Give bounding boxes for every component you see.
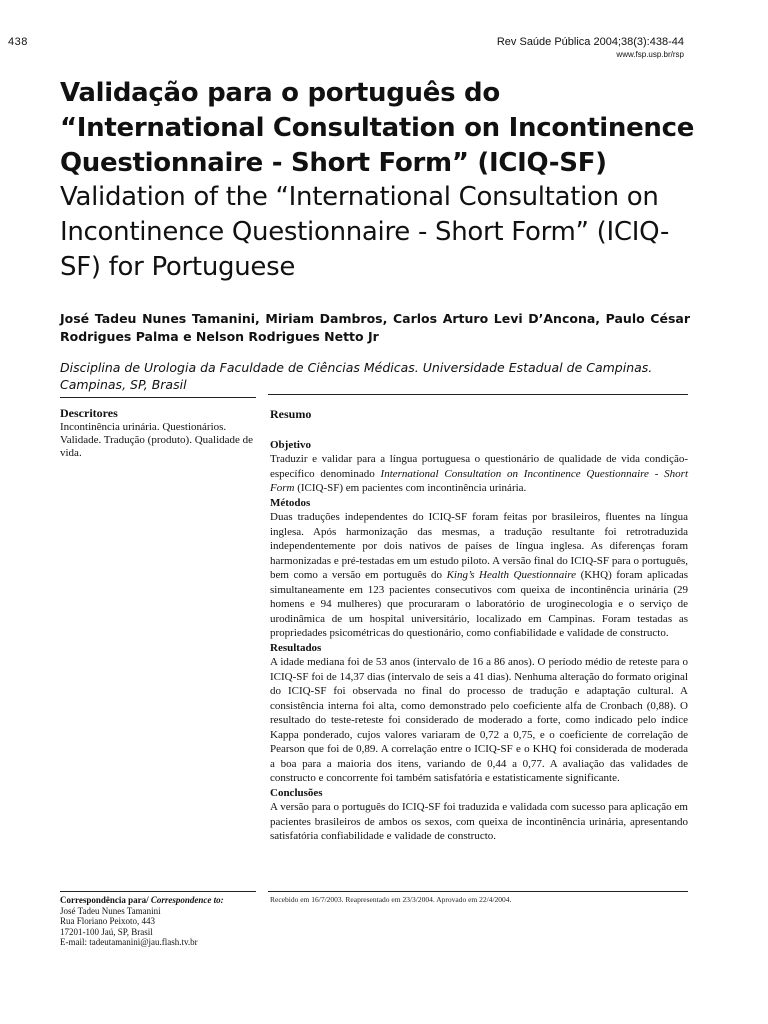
page-number: 438 (8, 36, 28, 48)
metodos-text: Duas traduções independentes do ICIQ-SF foram feitas por brasileiros, fluentes na língua inglesa. Após harmonização das mesmas, a tradução resultante foi retrotraduzida independentemente por dois nativos de países de língua inglesa. As diferenças foram harmonizadas e pré-testadas em um estudo piloto. A versão final do ICIQ-SF para o português, bem como a versão em português do King’s Health Questionnaire (KHQ) foram aplicadas simultaneamente em 123 pacientes consecutivos com queixa de incontinência urinária (29 homens e 94 mulheres) que procuraram o laboratório de uroginecologia e o serviço de urodinâmica de um hospital universitário, localizado em Campinas. Foram testadas as propriedades psicométricas do questionário, como confiabilidade e validade de constructo. (270, 511, 688, 639)
footer-divider-left (60, 891, 256, 892)
correspondence-city: 17201-100 Jaú, SP, Brasil (60, 926, 153, 937)
resultados-heading: Resultados (270, 641, 322, 654)
affiliation: Disciplina de Urologia da Faculdade de Ciências Médicas. Universidade Estadual de Campinas. Campinas, SP, Brasil (60, 360, 653, 392)
objetivo-text: Traduzir e validar para a língua portuguesa o questionário de qualidade de vida condição-específico denominado International Consultation on Incontinence Questionnaire - Short Form (ICIQ-SF) em pacientes com incontinência urinária. (270, 453, 688, 494)
title-english: Validation of the “International Consultation on Incontinence Questionnaire - Short Form” (ICIQ-SF) for Portuguese (60, 182, 670, 282)
keywords-heading: Descritores (60, 406, 118, 420)
conclusoes-heading: Conclusões (270, 786, 323, 799)
keywords-text: Incontinência urinária. Questionários. Validade. Tradução (produto). Qualidade de vida. (60, 421, 254, 459)
resultados-text: A idade mediana foi de 53 anos (intervalo de 16 a 86 anos). O período médio de reteste para o ICIQ-SF foi de 14,37 dias (intervalo de seis a 41 dias). Nenhuma alteração do formato original do ICIQ-SF foi observada no final do processo de tradução e adaptação cultural. A consistência interna foi alta, como demonstrado pelo coeficiente alfa de Cronbach (0,88). O resultado do teste-reteste foi considerado de moderado a forte, como indicado pelo índice Kappa ponderado, cujos valores variaram de 0,72 a 0,75, e o coeficiente de correlação de Pearson que foi de 0,89. A correlação entre o ICIQ-SF e o KHQ foi considerada de moderada a boa para a maioria dos itens, variando de 0,44 a 0,77. A avaliação das validades de constructo e concorrente foi também satisfatória e estatisticamente significante. (270, 656, 688, 784)
abstract-heading: Resumo (270, 407, 312, 421)
metodos-heading: Métodos (270, 496, 311, 509)
author-list: José Tadeu Nunes Tamanini, Miriam Dambros, Carlos Arturo Levi D’Ancona, Paulo César Rodrigues Palma e Nelson Rodrigues Netto Jr (60, 311, 690, 344)
keywords-block (60, 407, 256, 460)
abstract-block (270, 407, 688, 844)
divider-left (60, 397, 256, 398)
submission-dates: Recebido em 16/7/2003. Reapresentado em 23/3/2004. Aprovado em 22/4/2004. (270, 895, 512, 904)
divider-right (268, 394, 688, 395)
footer-divider-right (268, 891, 688, 892)
journal-url[interactable]: www.fsp.usp.br/rsp (616, 50, 684, 59)
correspondence-name: José Tadeu Nunes Tamanini (60, 905, 161, 916)
correspondence-email[interactable]: E-mail: tadeutamanini@jau.flash.tv.br (60, 937, 198, 947)
correspondence-block (60, 895, 256, 948)
correspondence-street: Rua Floriano Peixoto, 443 (60, 916, 155, 926)
correspondence-heading: Correspondência para/ Correspondence to: (60, 895, 224, 905)
title-portuguese: Validação para o português do “International Consultation on Incontinence Questionnaire - Short Form” (ICIQ-SF) (60, 78, 695, 178)
objetivo-heading: Objetivo (270, 438, 311, 451)
journal-reference: Rev Saúde Pública 2004;38(3):438-44 (496, 36, 684, 48)
conclusoes-text: A versão para o português do ICIQ-SF foi traduzida e validada com sucesso para aplicação em pacientes brasileiros de ambos os sexos, com queixa de incontinência urinária, apresentando satisfatória confiabilidade e validade de constructo. (270, 801, 688, 842)
